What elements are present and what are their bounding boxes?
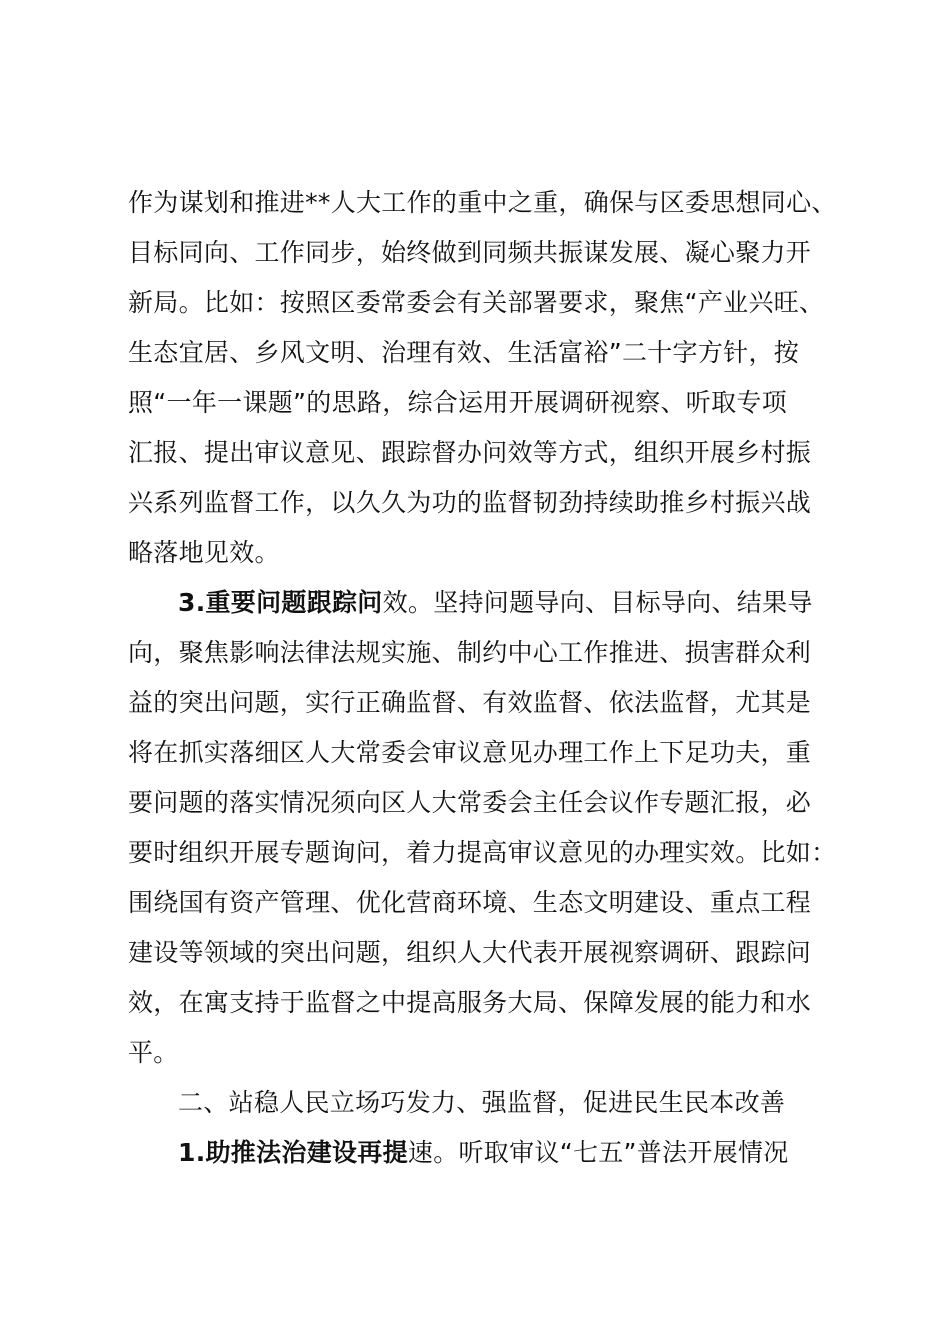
paragraph-line: 新局。比如：按照区委常委会有关部署要求，聚焦“产业兴旺、 bbox=[128, 288, 825, 317]
paragraph-line: 将在抓实落细区人大常委会审议意见办理工作上下足功夫，重 bbox=[128, 738, 812, 767]
subheading-line bbox=[178, 588, 813, 618]
subheading-bold: 3.重要问题跟踪问 bbox=[178, 588, 383, 617]
paragraph-line: 兴系列监督工作，以久久为功的监督韧劲持续助推乡村振兴战 bbox=[128, 488, 812, 517]
paragraph-line: 照“一年一课题”的思路，综合运用开展调研视察、听取专项 bbox=[128, 388, 788, 417]
paragraph-line: 益的突出问题，实行正确监督、有效监督、依法监督，尤其是 bbox=[128, 688, 812, 717]
paragraph-line: 向，聚焦影响法律法规实施、制约中心工作推进、损害群众利 bbox=[128, 638, 812, 667]
paragraph-line: 要时组织开展专题询问，着力提高审议意见的办理实效。比如： bbox=[128, 838, 837, 867]
subheading-bold: 1.助推法治建设再提 bbox=[178, 1138, 408, 1167]
paragraph-line: 汇报、提出审议意见、跟踪督办问效等方式，组织开展乡村振 bbox=[128, 438, 812, 467]
paragraph-line: 要问题的落实情况须向区人大常委会主任会议作专题汇报，必 bbox=[128, 788, 812, 817]
section-heading: 二、站稳人民立场巧发力、强监督，促进民生民本改善 bbox=[178, 1088, 786, 1117]
paragraph-line: 平。 bbox=[128, 1038, 179, 1067]
paragraph-line: 生态宜居、乡风文明、治理有效、生活富裕”二十字方针，按 bbox=[128, 338, 800, 367]
paragraph-line: 建设等领域的突出问题，组织人大代表开展视察调研、跟踪问 bbox=[128, 938, 812, 967]
paragraph-line: 围绕国有资产管理、优化营商环境、生态文明建设、重点工程 bbox=[128, 888, 812, 917]
subheading-rest: 速。听取审议“七五”普法开展情况 bbox=[407, 1138, 789, 1167]
subheading-rest: 效。坚持问题导向、目标导向、结果导 bbox=[382, 588, 813, 617]
subheading-line bbox=[178, 1138, 789, 1168]
paragraph-line: 效，在寓支持于监督之中提高服务大局、保障发展的能力和水 bbox=[128, 988, 812, 1017]
paragraph-line: 作为谋划和推进**人大工作的重中之重，确保与区委思想同心、 bbox=[128, 188, 837, 217]
paragraph-line: 目标同向、工作同步，始终做到同频共振谋发展、凝心聚力开 bbox=[128, 238, 812, 267]
paragraph-line: 略落地见效。 bbox=[128, 538, 280, 567]
